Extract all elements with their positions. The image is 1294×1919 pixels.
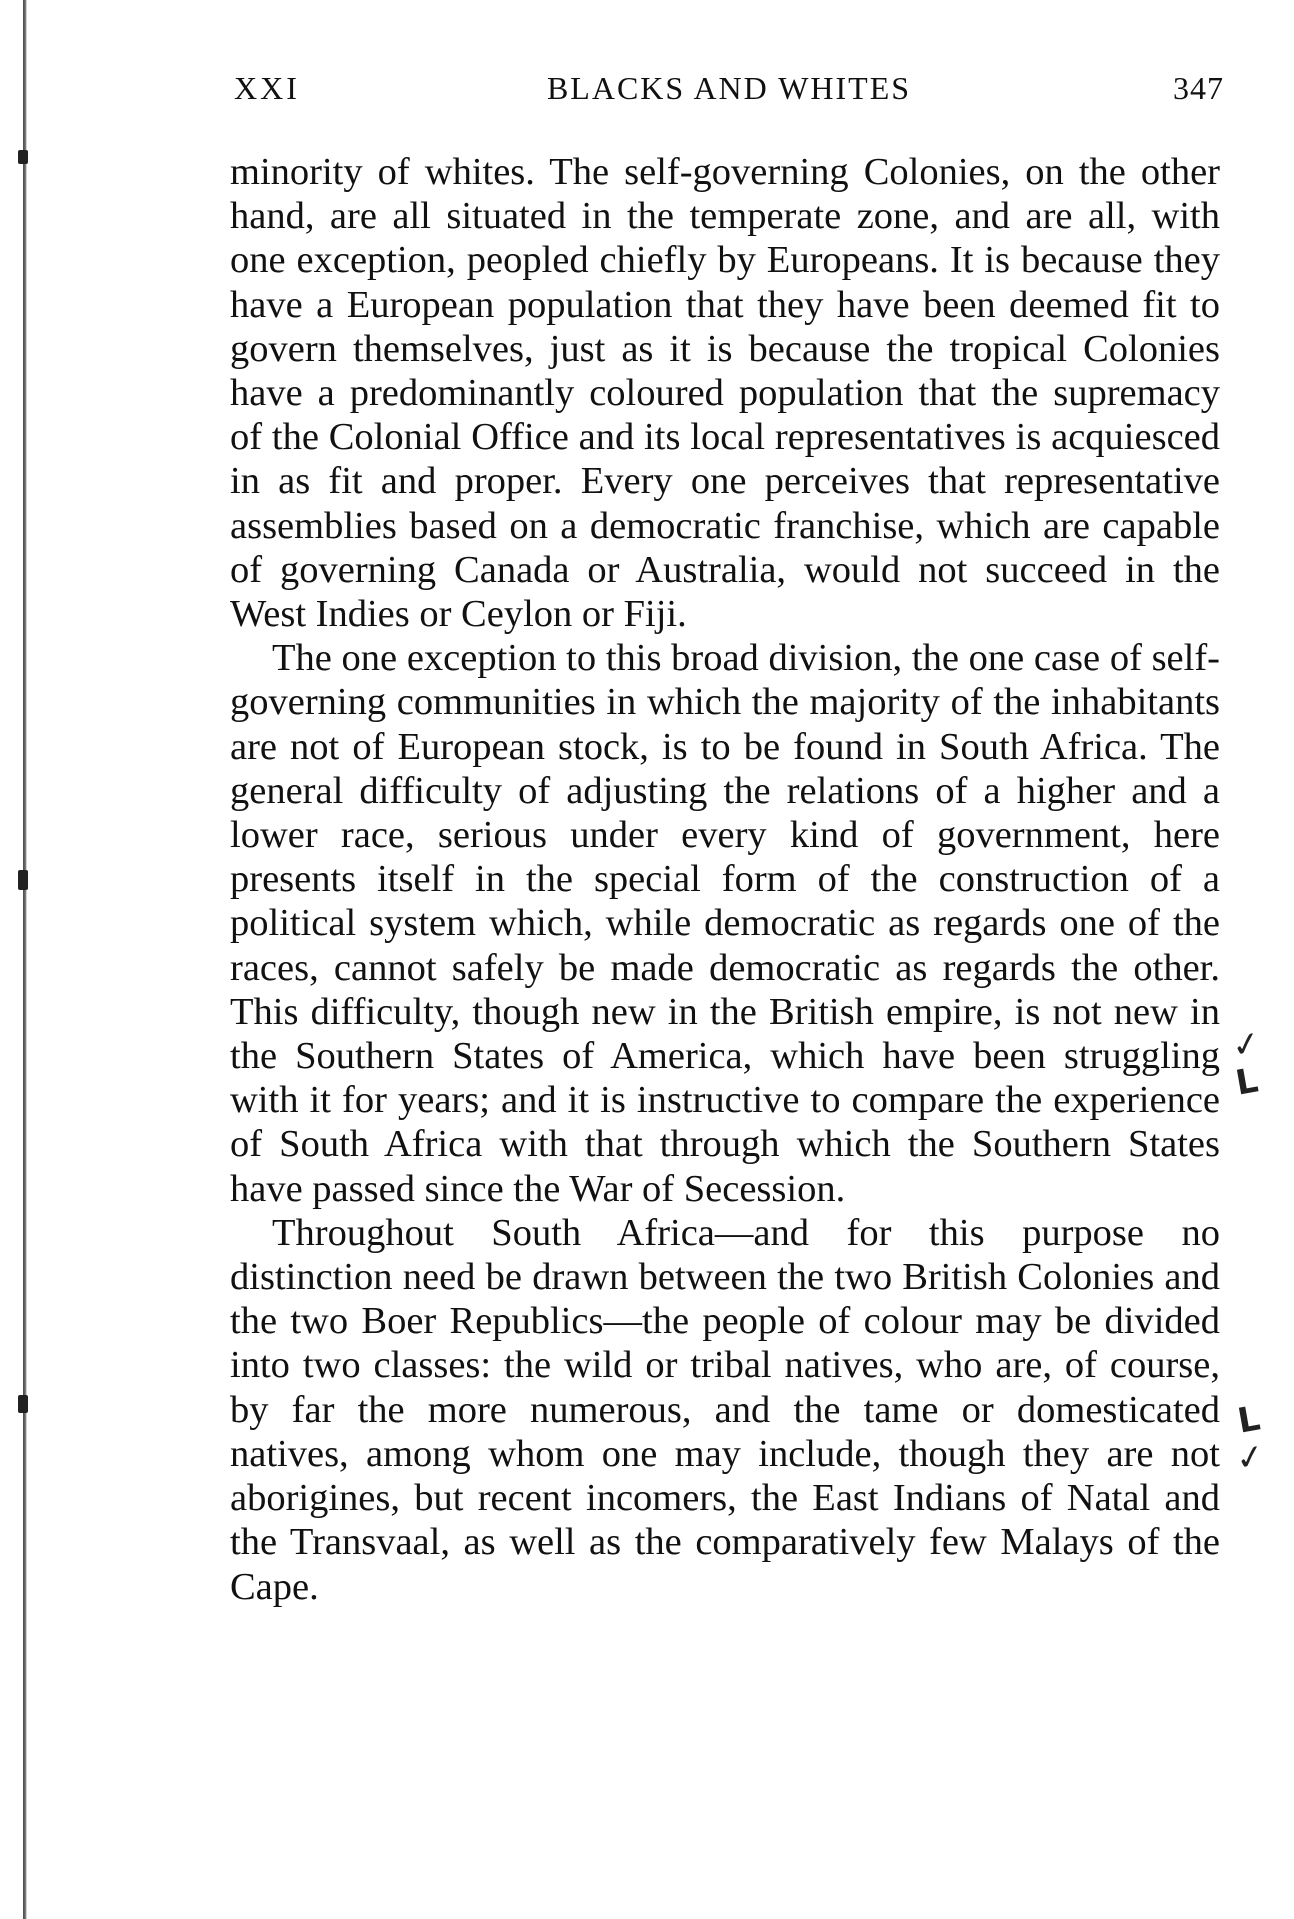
paragraph-3: Throughout South Africa—and for this purpose no distinction need be drawn between the two British Colonies and the two Boer Republics—the people of colour may be divided into two classes: the wild or tribal natives, who are, of course, by far the more numerous, and the tame or domesticated natives, among whom one may include, though they are not aborigines, but recent incomers, the East Indians of Natal and the Transvaal, as well as the comparatively few Malays of the Cape. <box>230 1211 1220 1608</box>
binding-speck <box>18 1395 28 1413</box>
paragraph-1: minority of whites. The self-governing Colonies, on the other hand, are all situated in the temperate zone, and are all, with one exception, peopled chiefly by Europeans. It is because they have a European population that they have been deemed fit to govern themselves, just as it is because the tropical Colonies have a predominantly coloured population that the supremacy of the Colonial Office and its local representatives is acquiesced in as fit and proper. Every one perceives that representative assemblies based on a democratic franchise, which are capable of governing Canada or Australia, would not succeed in the West Indies or Ceylon or Fiji. <box>230 151 1220 636</box>
running-header <box>234 70 1224 110</box>
body-text <box>230 150 1220 1609</box>
binding-edge <box>23 0 27 1919</box>
binding-speck <box>18 870 28 890</box>
chapter-number: XXI <box>234 70 300 106</box>
running-title: BLACKS AND WHITES <box>546 70 912 106</box>
paragraph-2: The one exception to this broad division, the one case of self-governing communities in which the majority of the inhabitants are not of European stock, is to be found in South Africa. The general difficulty of adjusting the relations of a higher and a lower race, serious under every kind of government, here presents itself in the special form of the construction of a political system which, while democratic as regards one of the races, cannot safely be made democratic as regards the other. This difficulty, though new in the British empire, is not new in the Southern States of America, which have been struggling with it for years; and it is instructive to compare the experience of South Africa with that through which the Southern States have passed since the War of Secession. <box>230 637 1220 1210</box>
margin-check-mark: ✓ <box>1232 1435 1268 1481</box>
margin-check-mark: ✓ <box>1228 1022 1264 1068</box>
margin-l-mark: L <box>1232 1060 1261 1104</box>
margin-l-mark: L <box>1234 1398 1263 1442</box>
binding-speck <box>18 150 28 164</box>
page-number: 347 <box>1173 70 1224 106</box>
